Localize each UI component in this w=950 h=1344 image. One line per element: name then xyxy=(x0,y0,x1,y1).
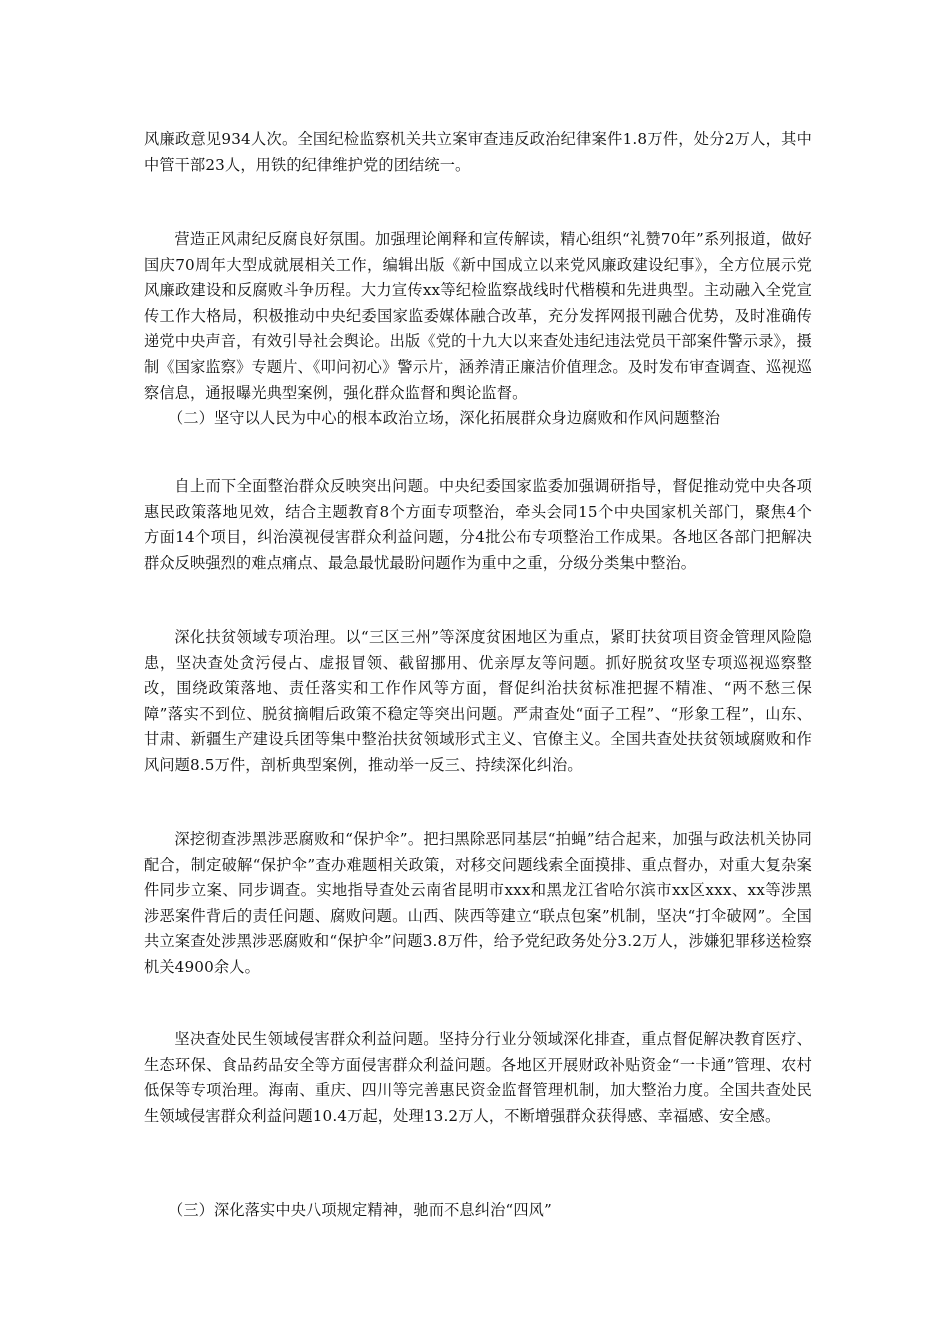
paragraph-anti-corruption-atmosphere: 营造正风肃纪反腐良好氛围。加强理论阐释和宣传解读，精心组织“礼赞70年”系列报道，做好国庆70周年大型成就展相关工作，编辑出版《新中国成立以来党风廉政建设纪事》，全方位展示党风廉政建设和反腐败斗争历程。大力宣传xx等纪检监察战线时代楷模和先进典型。主动融入全党宣传工作大格局，积极推动中央纪委国家监委媒体融合改革，充分发挥网报刊融合优势，及时准确传递党中央声音，有效引导社会舆论。出版《党的十九大以来查处违纪违法党员干部案件警示录》，摄制《国家监察》专题片、《叩问初心》警示片，涵养清正廉洁价值理念。及时发布审查调查、巡视巡察信息，通报曝光典型案例，强化群众监督和舆论监督。 xyxy=(144,230,812,402)
paragraph-discipline-cases: 风廉政意见934人次。全国纪检监察机关共立案审查违反政治纪律案件1.8万件，处分2万人，其中中管干部23人，用铁的纪律维护党的团结统一。 xyxy=(144,130,812,174)
paragraph-organized-crime-umbrella: 深挖彻查涉黑涉恶腐败和“保护伞”。把扫黑除恶同基层“拍蝇”结合起来，加强与政法机关协同配合，制定破解“保护伞”查办难题相关政策，对移交问题线索全面摸排、重点督办，对重大复杂案件同步立案、同步调查。实地指导查处云南省昆明市xxx和黑龙江省哈尔滨市xx区xxx、xx等涉黑涉恶案件背后的责任问题、腐败问题。山西、陕西等建立“联点包案”机制，坚决“打伞破网”。全国共立案查处涉黑涉恶腐败和“保护伞”问题3.8万件，给予党纪政务处分3.2万人，涉嫌犯罪移送检察机关4900余人。 xyxy=(144,830,812,976)
section-heading-3: （三）深化落实中央八项规定精神，驰而不息纠治“四风” xyxy=(168,1201,552,1219)
paragraph-livelihood-issues: 坚决查处民生领域侵害群众利益问题。坚持分行业分领域深化排查，重点督促解决教育医疗、生态环保、食品药品安全等方面侵害群众利益问题。各地区开展财政补贴资金“一卡通”管理、农村低保等专项治理。海南、重庆、四川等完善惠民资金监督管理机制，加大整治力度。全国共查处民生领域侵害群众利益问题10.4万起，处理13.2万人，不断增强群众获得感、幸福感、安全感。 xyxy=(144,1030,812,1125)
paragraph-top-down-rectification: 自上而下全面整治群众反映突出问题。中央纪委国家监委加强调研指导，督促推动党中央各项惠民政策落地见效，结合主题教育8个方面专项整治，牵头会同15个中央国家机关部门，聚焦4个方面14个项目，纠治漠视侵害群众利益问题，分4批公布专项整治工作成果。各地区各部门把解决群众反映强烈的难点痛点、最急最忧最盼问题作为重中之重，分级分类集中整治。 xyxy=(144,477,812,572)
section-heading-2: （二）坚守以人民为中心的根本政治立场，深化拓展群众身边腐败和作风问题整治 xyxy=(168,409,721,427)
paragraph-poverty-alleviation: 深化扶贫领域专项治理。以“三区三州”等深度贫困地区为重点，紧盯扶贫项目资金管理风险隐患，坚决查处贪污侵占、虚报冒领、截留挪用、优亲厚友等问题。抓好脱贫攻坚专项巡视巡察整改，围绕政策落地、责任落实和工作作风等方面，督促纠治扶贫标准把握不精准、“两不愁三保障”落实不到位、脱贫摘帽后政策不稳定等突出问题。严肃查处“面子工程”、“形象工程”，山东、甘肃、新疆生产建设兵团等集中整治扶贫领域形式主义、官僚主义。全国共查处扶贫领域腐败和作风问题8.5万件，剖析典型案例，推动举一反三、持续深化纠治。 xyxy=(144,628,812,774)
